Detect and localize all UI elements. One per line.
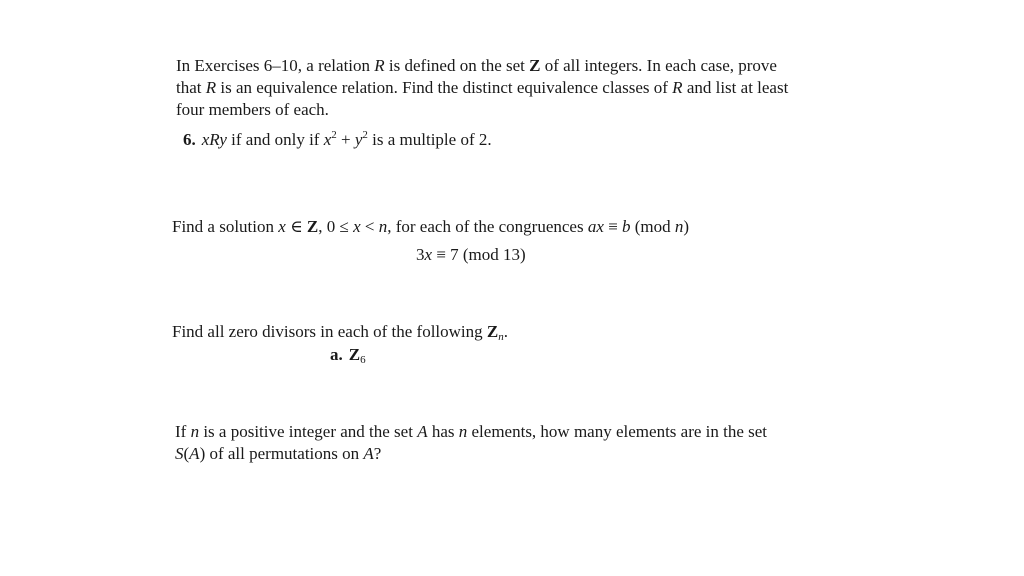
permutations-question-line-2: S(A) of all permutations on A?	[175, 444, 382, 463]
permutations-question-line-1: If n is a positive integer and the set A has n elements, how many elements are in the set	[175, 422, 768, 441]
zero-divisors-item-a: a. $Z_6$	[330, 345, 366, 366]
congruence-prompt: Find a solution x ∈ Z, 0 ≤ x < n, for each of the congruences ax ≡ b (mod n)	[172, 217, 690, 236]
exercises-intro-line-1: In Exercises 6–10, a relation R is defined on the set Z of all integers. In each case, prove	[176, 56, 777, 75]
exercises-intro-line-2: that R is an equivalence relation. Find the distinct equivalence classes of R and list at least	[176, 78, 789, 97]
congruence-equation: 3x ≡ 7 (mod 13)	[416, 245, 526, 264]
exercises-intro-line-3: four members of each.	[176, 100, 329, 119]
exercise-6: 6. xRy if and only if $x^2 + y^2$ is a multiple of 2.	[183, 129, 492, 149]
zero-divisors-prompt: Find all zero divisors in each of the following $Z_n$.	[172, 322, 509, 343]
exercise-number: 6.	[183, 130, 196, 149]
